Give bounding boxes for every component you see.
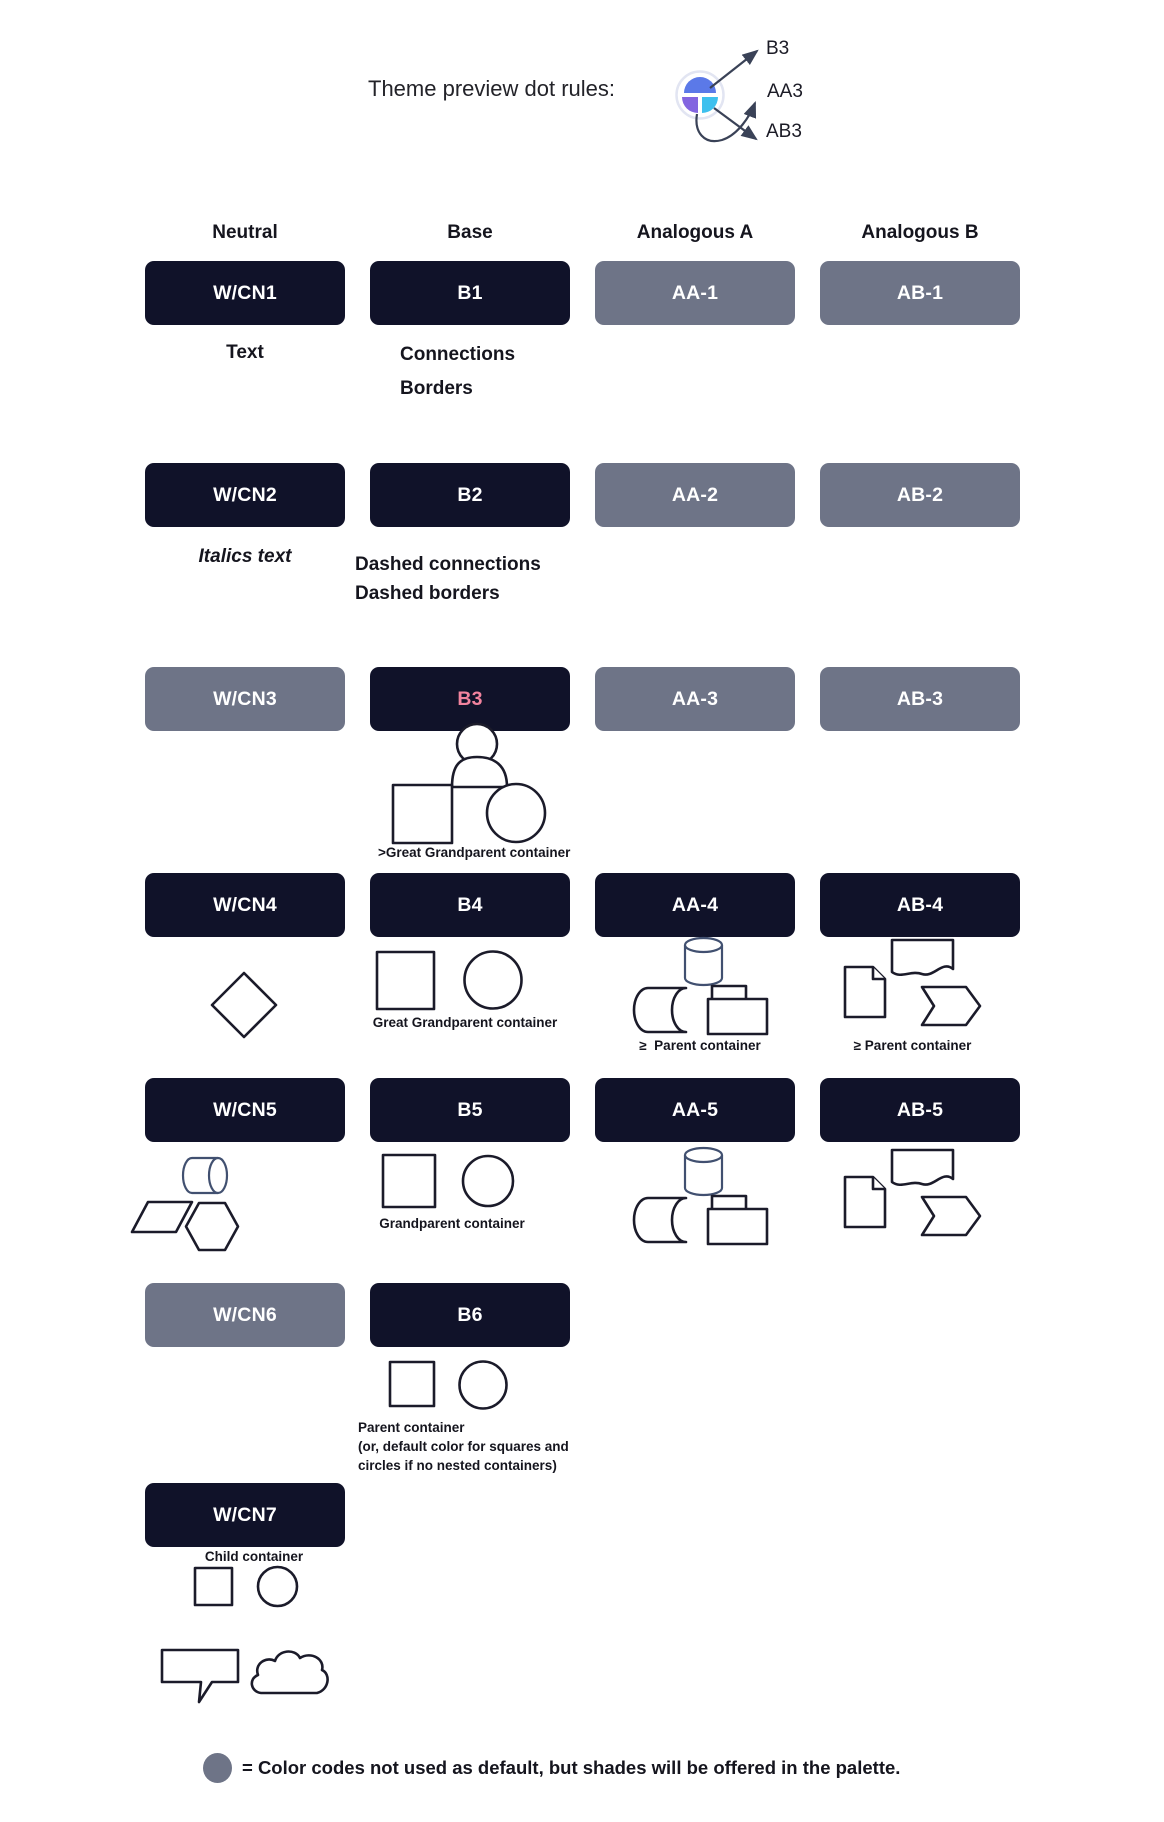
person-shoulders-shape	[452, 757, 507, 787]
arrow-to-b3	[710, 51, 757, 88]
swatch-wcn6: W/CN6	[145, 1283, 345, 1347]
swatch-wcn3: W/CN3	[145, 667, 345, 731]
swatch-wcn7: W/CN7	[145, 1483, 345, 1547]
column-header-analogous-b: Analogous B	[861, 222, 979, 243]
swatch-ab4: AB-4	[820, 873, 1020, 937]
column-header-base: Base	[447, 222, 493, 243]
wcn5-shapes-figure	[125, 1150, 250, 1255]
aa4-shapes-figure	[625, 933, 775, 1037]
swatch-aa3: AA-3	[595, 667, 795, 731]
swatch-b6: B6	[370, 1283, 570, 1347]
square-shape	[377, 952, 434, 1009]
hexagon-shape	[186, 1203, 238, 1250]
caption-gte-parent-ab: ≥ Parent container	[853, 1038, 972, 1053]
stored-data-shape	[634, 1198, 686, 1242]
note-text: Text	[226, 342, 264, 363]
diamond-shape	[212, 973, 276, 1037]
b6-shapes-figure	[385, 1357, 510, 1412]
swatch-aa5: AA-5	[595, 1078, 795, 1142]
ab4-shapes-figure	[838, 933, 988, 1033]
b3-shapes-figure	[380, 722, 560, 847]
column-header-analogous-a: Analogous A	[636, 222, 754, 243]
torn-paper-shape	[892, 940, 953, 975]
note-dashed-borders: Dashed borders	[355, 583, 500, 604]
wcn7-extra-shapes-figure	[155, 1637, 335, 1709]
swatch-wcn4: W/CN4	[145, 873, 345, 937]
document-fold-shape	[873, 967, 885, 979]
circle-shape	[460, 1362, 507, 1409]
swatch-b5: B5	[370, 1078, 570, 1142]
caption-great-grandparent: Great Grandparent container	[372, 1015, 558, 1030]
cloud-shape	[252, 1652, 328, 1693]
note-borders: Borders	[400, 378, 473, 399]
swatch-b1: B1	[370, 261, 570, 325]
swatch-b3: B3	[370, 667, 570, 731]
circle-shape	[465, 952, 522, 1009]
ab5-shapes-figure	[838, 1143, 988, 1243]
torn-paper-shape	[892, 1150, 953, 1185]
note-connections: Connections	[400, 344, 516, 365]
horizontal-cylinder-end-shape	[209, 1158, 227, 1193]
dot-label-b3: B3	[766, 38, 790, 59]
swatch-b2: B2	[370, 463, 570, 527]
wcn7-shapes-figure	[190, 1563, 305, 1608]
swatch-ab5: AB-5	[820, 1078, 1020, 1142]
swatch-aa4: AA-4	[595, 873, 795, 937]
swatch-wcn1: W/CN1	[145, 261, 345, 325]
caption-child-container: Child container	[204, 1549, 304, 1564]
swatch-ab2: AB-2	[820, 463, 1020, 527]
caption-grandparent: Grandparent container	[379, 1216, 525, 1231]
swatch-aa2: AA-2	[595, 463, 795, 527]
circle-shape	[463, 1156, 513, 1206]
cylinder-top-shape	[685, 1148, 722, 1162]
caption-parent-line1: Parent container	[358, 1420, 465, 1435]
folder-body-shape	[708, 999, 767, 1034]
legend-text: = Color codes not used as default, but shades will be offered in the palette.	[242, 1757, 901, 1778]
swatch-ab1: AB-1	[820, 261, 1020, 325]
swatch-wcn2: W/CN2	[145, 463, 345, 527]
wcn4-shapes-figure	[210, 971, 278, 1039]
square-shape	[393, 785, 452, 843]
theme-preview-dot-figure	[640, 18, 840, 163]
legend-color-dot	[203, 1753, 232, 1783]
swatch-ab3: AB-3	[820, 667, 1020, 731]
caption-parent-line3: circles if no nested containers)	[358, 1458, 557, 1473]
speech-bubble-shape	[162, 1650, 238, 1702]
swatch-b4: B4	[370, 873, 570, 937]
caption-great-grandparent-gt: >Great Grandparent container	[378, 845, 571, 860]
page-title: Theme preview dot rules:	[368, 76, 615, 101]
dot-label-aa3: AA3	[767, 81, 803, 102]
dot-label-ab3: AB3	[766, 121, 802, 142]
b4-shapes-figure	[372, 947, 527, 1017]
folder-body-shape	[708, 1209, 767, 1244]
square-shape	[390, 1362, 434, 1406]
chevron-shape	[922, 987, 980, 1025]
swatch-aa1: AA-1	[595, 261, 795, 325]
circle-shape	[258, 1567, 297, 1606]
stored-data-shape	[634, 988, 686, 1032]
column-header-neutral: Neutral	[212, 222, 278, 243]
square-shape	[195, 1568, 232, 1605]
parallelogram-shape	[132, 1202, 192, 1232]
chevron-shape	[922, 1197, 980, 1235]
square-shape	[383, 1155, 435, 1207]
cylinder-top-shape	[685, 938, 722, 952]
swatch-wcn5: W/CN5	[145, 1078, 345, 1142]
note-dashed-connections: Dashed connections	[355, 554, 541, 575]
note-italics-text: Italics text	[198, 546, 292, 567]
b5-shapes-figure	[378, 1150, 518, 1212]
caption-parent-line2: (or, default color for squares and	[358, 1439, 569, 1454]
aa5-shapes-figure	[625, 1143, 775, 1247]
caption-gte-parent-aa: ≥ Parent container	[639, 1038, 761, 1053]
circle-shape	[487, 784, 545, 842]
